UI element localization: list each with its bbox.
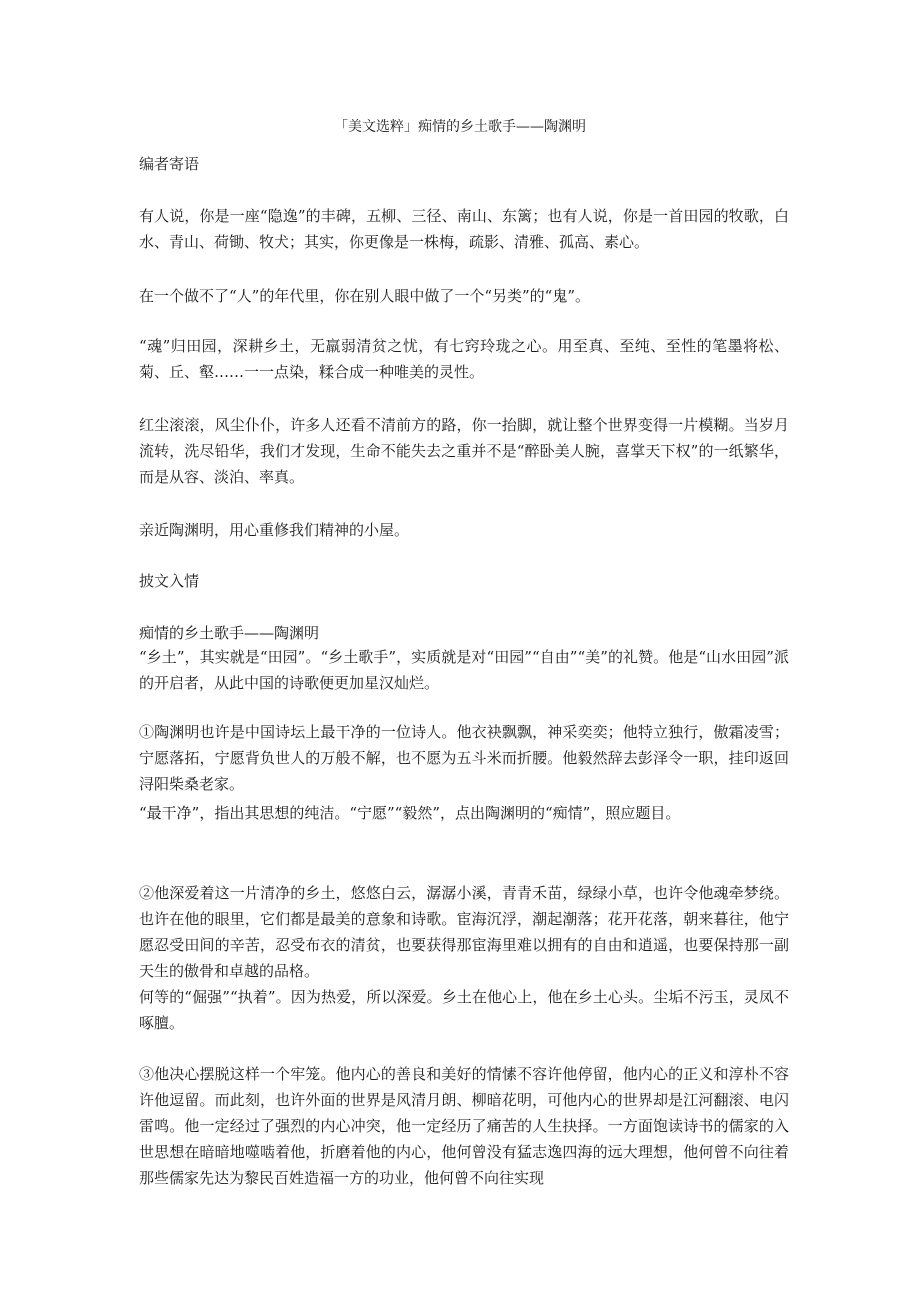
editor-note-heading: 编者寄语 (139, 155, 200, 173)
section-2-body: ②他深爱着这一片清净的乡土，悠悠白云，潺潺小溪，青青禾苗，绿绿小草，也许令他魂牵梦绕。也许在他的眼里，它们都是最美的意象和诗歌。宦海沉浮，潮起潮落；花开花落，朝来暮往，他宁愿忍受田间的辛苦，忍受布衣的清贫，也要获得那宦海里难以拥有的自由和逍遥，也要保持那一副天生的傲骨和卓越的品格。 (139, 884, 789, 980)
article-subtitle: 痴情的乡土歌手——陶渊明 (139, 624, 320, 642)
reading-heading: 披文入情 (139, 572, 200, 590)
section-1-body: ①陶渊明也许是中国诗坛上最干净的一位诗人。他衣袂飘飘，神采奕奕；他特立独行，傲霜凌雪；宁愿落拓，宁愿背负世人的万般不解，也不愿为五斗米而折腰。他毅然辞去彭泽令一职，挂印返回浔阳柴桑老家。 (139, 723, 789, 793)
paragraph-4: 红尘滚滚，风尘仆仆，许多人还看不清前方的路，你一抬脚，就让整个世界变得一片模糊。当岁月流转，洗尽铅华，我们才发现，生命不能失去之重并不是“醉卧美人腕，喜掌天下权”的一纸繁华，而是从容、淡泊、率真。 (139, 416, 789, 486)
paragraph-3: “魂”归田园，深耕乡土，无羸弱清贫之忧，有七窍玲珑之心。用至真、至纯、至性的笔墨将松、菊、丘、壑……一一点染，糅合成一种唯美的灵性。 (139, 337, 789, 381)
paragraph-2: 在一个做不了“人”的年代里，你在别人眼中做了一个“另类”的“鬼”。 (139, 287, 591, 305)
paragraph-5: 亲近陶渊明，用心重修我们精神的小屋。 (139, 521, 410, 539)
section-2-note: 何等的“倔强”“执着”。因为热爱，所以深爱。乡土在他心上，他在乡土心头。尘垢不污玉，灵凤不啄膻。 (139, 988, 789, 1032)
section-1-note: “最干净”，指出其思想的纯洁。“宁愿”“毅然”，点出陶渊明的“痴情”，照应题目。 (139, 804, 681, 822)
paragraph-1: 有人说，你是一座“隐逸”的丰碑，五柳、三径、南山、东篱；也有人说，你是一首田园的牧歌，白水、青山、荷锄、牧犬；其实，你更像是一株梅，疏影、清雅、孤高、素心。 (139, 207, 789, 251)
document-title: 「美文选粹」痴情的乡土歌手——陶渊明 (334, 119, 586, 135)
section-3-body: ③他决心摆脱这样一个牢笼。他内心的善良和美好的情愫不容许他停留，他内心的正义和淳朴不容许他逗留。而此刻，也许外面的世界是风清月朗、柳暗花明，可他内心的世界却是江河翻滚、电闪雷鸣。他一定经过了强烈的内心冲突，他一定经历了痛苦的人生抉择。一方面饱读诗书的儒家的入世思想在暗暗地噬啮着他，折磨着他的内心，他何曾没有猛志逸四海的远大理想，他何曾不向往着那些儒家先达为黎民百姓造福一方的功业，他何曾不向往实现 (139, 1065, 789, 1187)
intro-paragraph: “乡土”，其实就是“田园”。“乡土歌手”，实质就是对“田园”“自由”“美”的礼赞。他是“山水田园”派的开启者，从此中国的诗歌便更加星汉灿烂。 (139, 648, 789, 692)
